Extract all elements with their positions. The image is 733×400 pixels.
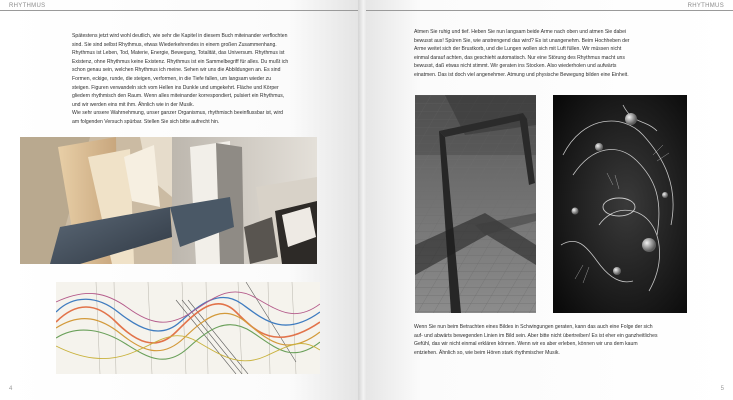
left-page [0, 0, 362, 400]
right-page [366, 0, 733, 400]
running-header: RHYTHMUS [9, 3, 46, 9]
body-text [72, 32, 290, 127]
paragraph: Wie sehr unsere Wahrnehmung, unser ganzer Organismus, rhythmisch beeinflussbar ist, wird am folgenden Versuch spürbar. Stellen Sie sich bitte aufrecht hin. [72, 110, 284, 125]
body-text-lower [414, 323, 660, 357]
running-header: RHYTHMUS [687, 3, 724, 9]
folded-paper-image [20, 137, 317, 264]
pavement-photo [415, 95, 536, 313]
wavy-lines-image [56, 282, 320, 374]
page-number: 4 [9, 386, 13, 392]
folded-paper-photo [20, 137, 317, 264]
header-rule [0, 10, 362, 11]
paragraph: Wenn Sie nun beim Betrachten eines Bildes in Schwingungen geraten, kann das auch eine Folge der sich auf- und abwärts bewegenden Linien im Bild sein. Aber bitte nicht übertreiben! Es ist eher ein ganzheitliches Gefühl, das wir nicht einmal erklären können. Wenn wir es aber erleben, können wir uns dem kaum entziehen. Ähnlich so, wie beim Hören stark rhythmischer Musik. [414, 324, 658, 356]
paragraph: Atmen Sie ruhig und tief. Heben Sie nun langsam beide Arme nach oben und atmen Sie dabei bewusst aus! Spüren Sie, wie anstrengend das wird? Es ist unangenehm. Beim Hochheben der Arme weitet sich der Brustkorb, und die Lungen wollen sich mit Luft füllen. Wir müssen nicht einmal darauf achten, das geschieht automatisch. Nur eine Störung des Rhythmus macht uns bewusst, daß etwas nicht stimmt. Wir geraten ins Stocken. Also wiederholen und aufwärts einatmen. Das ist doch viel angenehmer. Atmung und physische Bewegung bilden eine Einheit. [414, 29, 630, 78]
pavement-image [415, 95, 536, 313]
organic-image [553, 95, 687, 313]
line-drawing [56, 282, 320, 374]
body-text [414, 28, 632, 80]
header-rule [366, 10, 733, 11]
page-number: 5 [720, 386, 724, 392]
organic-photo [553, 95, 687, 313]
paragraph: Spätestens jetzt wird wohl deutlich, wie sehr die Kapitel in diesem Buch miteinander verflochten sind. Sie sind selbst Rhythmus, etwas Wiederkehrendes in einem großen Zusammenhang. Rhythmus ist Leben, Tod, Materie, Energie, Bewegung, Totalität, das Universum. Rhythmus ist Existenz, ohne Rhythmus keine Existenz. Rhythmus ist ein Sammelbegriff für alles. Du mußt ich schon genau sein, welchen Rhythmus ich meine. Sehen wir uns die Abbildungen an. Es sind Formen, eckige, runde, die steigen, verformen, in die Tiefe fallen, um langsam wieder zu steigen. Figuren verwandeln sich vom Hellen ins Dunkle und umgekehrt. Fläche und Körper gliedern rhythmisch den Raum. Wenn alles miteinander korrespondiert, pulsiert ein Rhythmus, und wir werden eins mit ihm. Ähnlich wie in der Musik. [72, 33, 289, 108]
